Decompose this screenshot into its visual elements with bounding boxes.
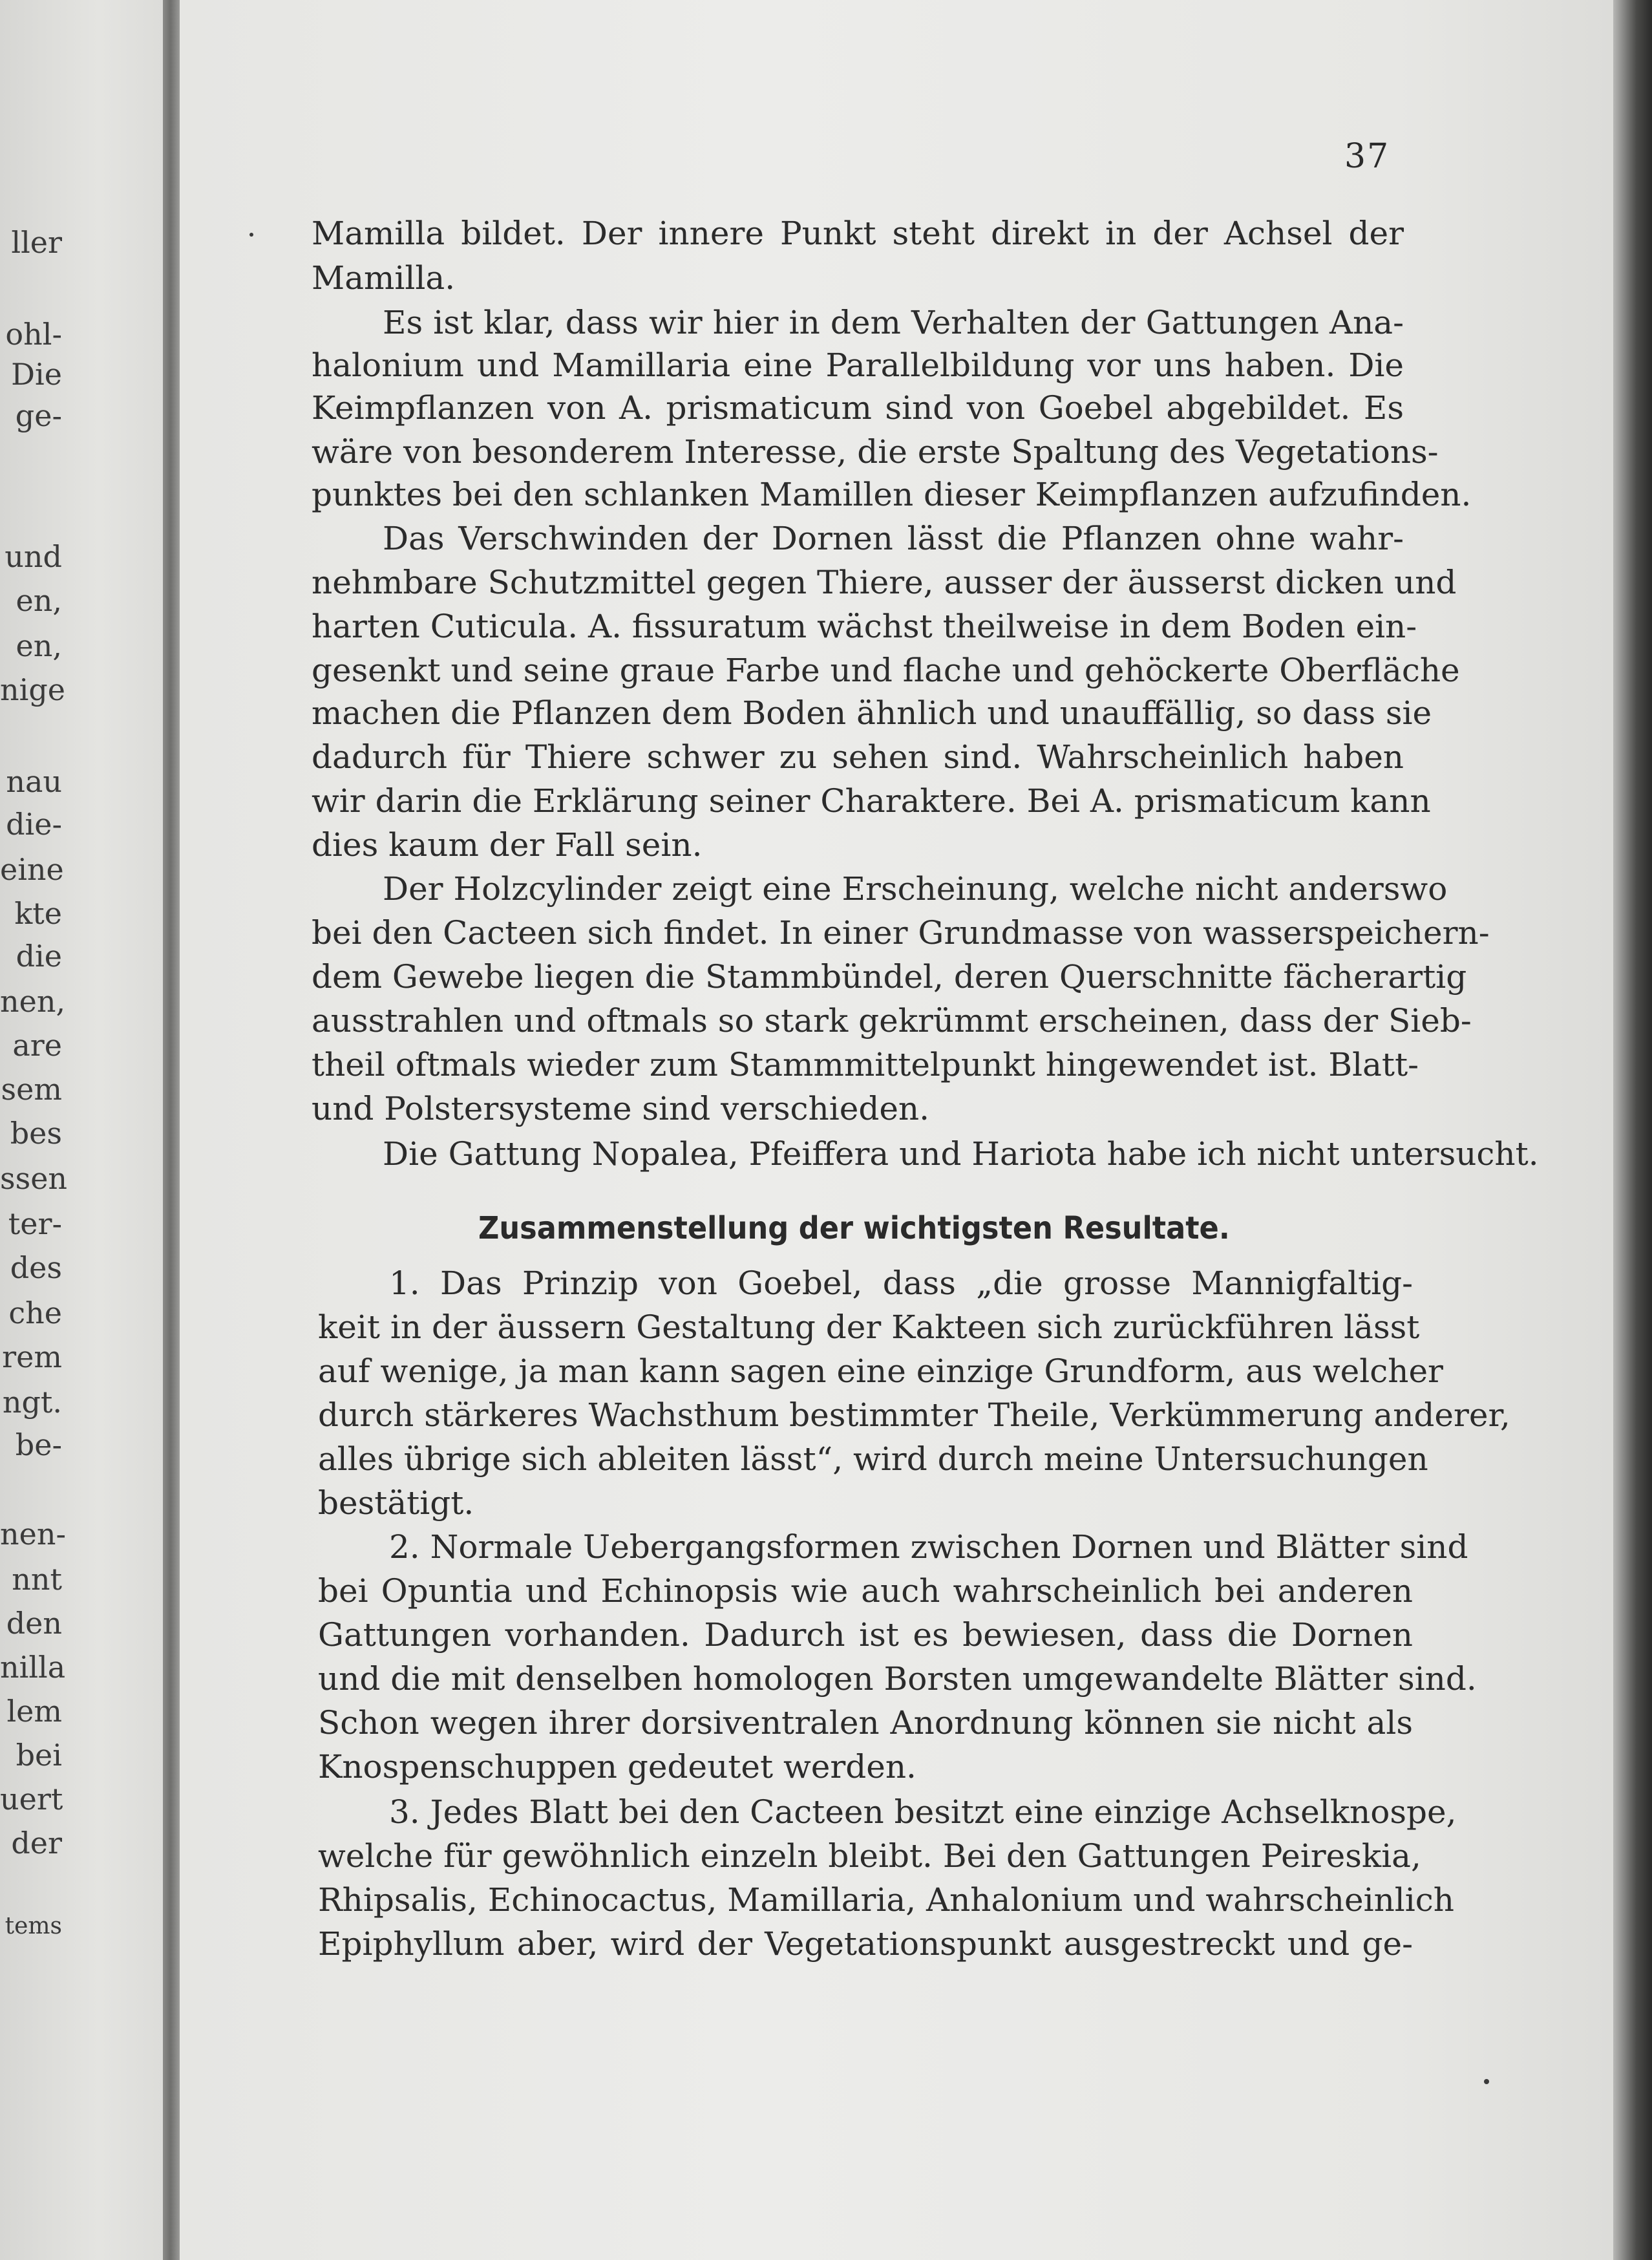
page-number: 37 <box>1344 137 1390 176</box>
left-page-fragment: nilla <box>0 1650 66 1685</box>
text-line: nehmbare Schutzmittel gegen Thiere, ausser der äusserst dicken und <box>312 564 1457 601</box>
left-page-strip <box>0 0 165 2260</box>
left-page-fragment: des <box>10 1250 62 1285</box>
text-line: gesenkt und seine graue Farbe und flache und gehöckerte Oberfläche <box>312 652 1460 689</box>
left-page-fragment: ohl- <box>5 317 62 352</box>
text-line: bei den Cacteen sich findet. In einer Grundmasse von wasserspeichern- <box>312 914 1490 952</box>
text-line: keit in der äussern Gestaltung der Kakteen sich zurückführen lässt <box>318 1308 1420 1346</box>
text-line: Keimpflanzen von A. prismaticum sind von Goebel abgebildet. Es <box>312 389 1404 427</box>
text-line: Mamilla bildet. Der innere Punkt steht direkt in der Achsel der <box>312 215 1404 252</box>
left-page-fragment: be- <box>15 1427 62 1462</box>
text-line: punktes bei den schlanken Mamillen dieser Keimpflanzen aufzufinden. <box>312 476 1472 513</box>
text-line: Epiphyllum aber, wird der Vegetationspunkt ausgestreckt und ge- <box>318 1925 1413 1963</box>
left-page-fragment: nnt <box>12 1562 62 1597</box>
left-page-fragment: die <box>16 939 62 974</box>
text-line: Das Verschwinden der Dornen lässt die Pflanzen ohne wahr- <box>383 520 1404 557</box>
dust-speck <box>249 233 253 237</box>
left-page-fragment: ssen <box>0 1161 68 1196</box>
left-page-fragment: rem <box>2 1339 62 1374</box>
text-line: Es ist klar, dass wir hier in dem Verhalten der Gattungen Ana- <box>383 304 1404 341</box>
text-line: und Polstersysteme sind verschieden. <box>312 1090 930 1127</box>
text-line: dadurch für Thiere schwer zu sehen sind. Wahrscheinlich haben <box>312 738 1404 776</box>
left-page-fragment: sem <box>1 1072 62 1107</box>
text-line: 1. Das Prinzip von Goebel, dass „die grosse Mannigfaltig- <box>389 1264 1413 1302</box>
text-line: auf wenige, ja man kann sagen eine einzige Grundform, aus welcher <box>318 1352 1443 1390</box>
left-page-fragment: nen, <box>0 984 66 1019</box>
left-page-fragment: are <box>12 1028 62 1063</box>
left-page-fragment: kte <box>14 896 62 931</box>
left-page-fragment: bes <box>10 1116 62 1151</box>
text-line: und die mit denselben homologen Borsten umgewandelte Blätter sind. <box>318 1660 1477 1698</box>
left-page-text-fragments <box>0 0 165 2260</box>
left-page-fragment: Die <box>11 357 62 392</box>
text-line: theil oftmals wieder zum Stammmittelpunkt hingewendet ist. Blatt- <box>312 1046 1419 1083</box>
text-line: bestätigt. <box>318 1484 474 1522</box>
left-page-fragment: lem <box>6 1694 62 1729</box>
text-line: harten Cuticula. A. fissuratum wächst theilweise in dem Boden ein- <box>312 608 1417 645</box>
text-line: dies kaum der Fall sein. <box>312 826 703 864</box>
left-page-fragment: die- <box>6 807 62 842</box>
section-heading: Zusammenstellung der wichtigsten Resultate. <box>478 1210 1230 1246</box>
text-line: 3. Jedes Blatt bei den Cacteen besitzt eine einzige Achselknospe, <box>389 1793 1457 1831</box>
left-page-fragment: bei <box>16 1738 62 1773</box>
left-page-fragment: ngt. <box>2 1385 62 1420</box>
text-line: machen die Pflanzen dem Boden ähnlich und unauffällig, so dass sie <box>312 694 1432 732</box>
left-page-fragment: tems <box>5 1913 62 1939</box>
text-line: wir darin die Erklärung seiner Charaktere. Bei A. prismaticum kann <box>312 782 1431 820</box>
left-page-fragment: eine <box>0 852 64 887</box>
text-line: Knospenschuppen gedeutet werden. <box>318 1748 916 1786</box>
left-page-fragment: che <box>8 1295 62 1330</box>
text-line: Rhipsalis, Echinocactus, Mamillaria, Anhalonium und wahrscheinlich <box>318 1881 1454 1919</box>
text-line: Der Holzcylinder zeigt eine Erscheinung, welche nicht anderswo <box>383 870 1448 908</box>
text-line: 2. Normale Uebergangsformen zwischen Dornen und Blätter sind <box>389 1528 1468 1566</box>
left-page-fragment: der <box>11 1826 62 1860</box>
left-page-fragment: ter- <box>8 1206 62 1241</box>
left-page-fragment: ller <box>11 225 62 260</box>
text-line: Mamilla. <box>312 259 456 297</box>
left-page-fragment: und <box>5 539 62 574</box>
left-page-fragment: den <box>6 1606 62 1641</box>
dust-speck <box>1484 2079 1489 2084</box>
text-line: welche für gewöhnlich einzeln bleibt. Bei den Gattungen Peireskia, <box>318 1837 1421 1875</box>
left-page-fragment: en, <box>16 583 62 618</box>
text-line: bei Opuntia und Echinopsis wie auch wahrscheinlich bei anderen <box>318 1572 1413 1610</box>
left-page-fragment: nau <box>6 764 62 799</box>
text-line: ausstrahlen und oftmals so stark gekrümmt erscheinen, dass der Sieb- <box>312 1002 1472 1039</box>
text-line: durch stärkeres Wachsthum bestimmter Theile, Verkümmerung anderer, <box>318 1396 1510 1434</box>
text-line: Gattungen vorhanden. Dadurch ist es bewiesen, dass die Dornen <box>318 1616 1413 1654</box>
left-page-fragment: nen- <box>0 1517 67 1551</box>
book-gutter <box>163 0 180 2260</box>
left-page-fragment: nige <box>0 672 66 707</box>
text-line: wäre von besonderem Interesse, die erste Spaltung des Vegetations- <box>312 433 1439 471</box>
left-page-fragment: ge- <box>15 398 62 433</box>
left-page-fragment: uert <box>0 1782 63 1817</box>
right-edge-shadow <box>1613 0 1652 2260</box>
left-page-fragment: en, <box>16 628 62 663</box>
text-line: Die Gattung Nopalea, Pfeiffera und Hariota habe ich nicht untersucht. <box>383 1135 1539 1173</box>
text-line: alles übrige sich ableiten lässt“, wird durch meine Untersuchungen <box>318 1440 1428 1478</box>
text-line: Schon wegen ihrer dorsiventralen Anordnung können sie nicht als <box>318 1704 1413 1742</box>
text-line: dem Gewebe liegen die Stammbündel, deren Querschnitte fächerartig <box>312 958 1467 996</box>
text-line: halonium und Mamillaria eine Parallelbildung vor uns haben. Die <box>312 346 1404 384</box>
